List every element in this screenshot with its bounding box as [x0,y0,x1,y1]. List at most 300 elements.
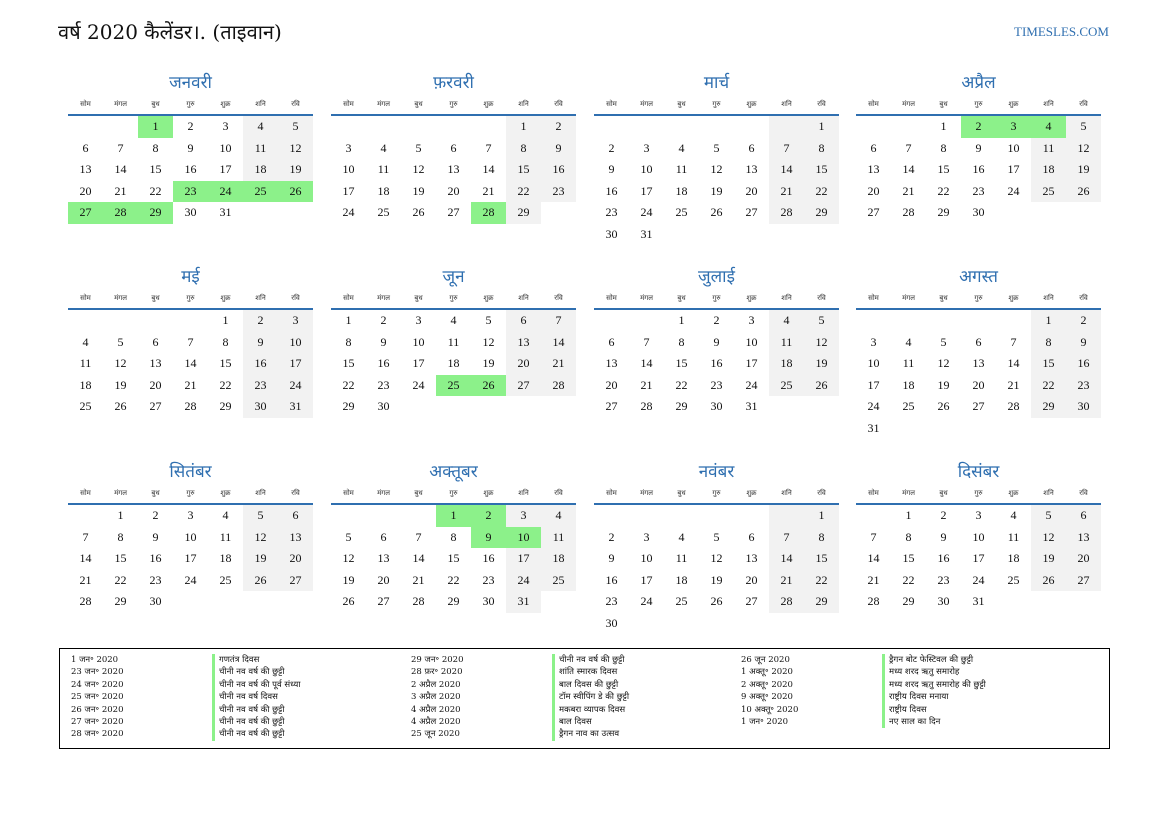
empty-cell [769,505,804,527]
day-cell: 29 [902,594,915,609]
empty-cell [629,310,664,332]
day-cell: 28 [1007,399,1020,414]
day-cell: 14 [541,332,576,354]
empty-cell [856,116,891,138]
day-cell: 21 [769,181,804,203]
day-cell: 21 [482,183,495,198]
day-cell: 5 [278,116,313,138]
day-cell: 22 [506,181,541,203]
empty-cell [699,505,734,527]
empty-cell [856,310,891,332]
day-cell: 23 [937,572,950,587]
day-cell: 8 [804,527,839,549]
legend-item [411,666,629,678]
legend-item [71,704,300,716]
day-cell: 11 [243,138,278,160]
day-cell: 16 [972,162,985,177]
weekday-label: सोम [343,294,354,302]
day-grid [331,505,576,613]
weekday-label: मंगल [902,294,915,302]
day-cell: 16 [937,551,950,566]
holiday-day-cell: 9 [471,527,506,549]
holiday-date: 2 अप्रैल 2020 [411,679,461,690]
day-cell: 19 [278,159,313,181]
day-cell: 20 [447,183,460,198]
day-cell: 30 [937,594,950,609]
day-cell: 3 [748,313,755,327]
empty-cell [664,116,699,138]
empty-cell [594,116,629,138]
day-cell: 30 [710,399,723,414]
empty-cell [103,116,138,138]
day-cell: 29 [219,399,232,414]
day-cell: 2 [187,119,194,133]
day-cell: 19 [243,548,278,570]
weekday-label: शनि [1043,294,1054,302]
weekday-header [856,98,1101,111]
month-name: फ़रवरी [433,73,474,93]
month-name: अगस्त [959,267,998,287]
day-cell: 21 [412,572,425,587]
day-cell: 2 [380,313,387,327]
day-cell: 7 [117,140,124,155]
site-link[interactable]: TIMESLES.COM [1014,24,1109,39]
day-cell: 29 [506,202,541,224]
day-cell: 18 [675,183,688,198]
day-cell: 9 [541,138,576,160]
holiday-date: 1 जन॰ 2020 [741,716,789,727]
empty-cell [594,310,629,332]
day-cell: 17 [278,353,313,375]
day-cell: 24 [412,377,425,392]
day-grid [594,310,839,418]
day-grid [594,505,839,635]
day-grid [68,310,313,418]
day-cell: 5 [1031,505,1066,527]
day-cell: 21 [79,572,92,587]
weekday-label: सोम [343,100,354,108]
weekday-label: शुक्र [220,100,231,108]
day-cell: 12 [804,332,839,354]
day-cell: 19 [1066,159,1101,181]
day-cell: 7 [870,529,877,544]
legend-item [741,679,986,691]
empty-cell [471,116,506,138]
day-cell: 21 [640,377,653,392]
day-cell: 18 [1007,551,1020,566]
day-cell: 22 [1031,375,1066,397]
day-cell: 5 [117,334,124,349]
day-cell: 4 [769,310,804,332]
holiday-name: बाल दिवस [552,716,592,728]
day-cell: 20 [605,377,618,392]
weekday-label: गुरु [186,294,195,302]
day-cell: 25 [902,399,915,414]
weekday-label: रवि [1079,294,1088,302]
day-cell: 9 [713,334,720,349]
day-cell: 4 [222,508,229,522]
empty-cell [891,116,926,138]
weekday-label: सोम [80,489,91,497]
weekday-label: शुक्र [220,489,231,497]
holiday-date: 10 अक्तू॰ 2020 [741,704,799,715]
day-cell: 25 [769,375,804,397]
weekday-label: सोम [606,294,617,302]
holiday-name: चीनी नव वर्ष की छुट्टी [212,666,284,678]
day-cell: 4 [82,334,89,349]
month-name: अप्रैल [961,73,996,93]
day-cell: 30 [605,615,618,630]
day-cell: 18 [377,183,390,198]
weekday-label: बुध [151,100,160,108]
weekday-header [331,292,576,305]
weekday-header [331,98,576,111]
weekday-label: रवि [554,294,563,302]
holiday-date: 1 जन॰ 2020 [71,655,119,665]
day-cell: 24 [184,572,197,587]
holiday-name: ड्रैगन बोट फेस्टिवल की छुट्टी [882,654,973,666]
weekday-header [68,292,313,305]
weekday-label: शनि [255,294,266,302]
day-cell: 4 [905,334,912,349]
day-cell: 14 [640,356,653,371]
day-cell: 31 [972,594,985,609]
day-cell: 16 [149,551,162,566]
day-cell: 25 [1031,181,1066,203]
weekday-label: सोम [606,100,617,108]
day-cell: 24 [640,594,653,609]
day-cell: 31 [867,420,880,435]
weekday-label: रवि [1079,100,1088,108]
day-cell: 26 [243,570,278,592]
month-name: अक्तूबर [429,462,478,482]
day-cell: 12 [342,551,355,566]
day-cell: 20 [377,572,390,587]
empty-cell [68,116,103,138]
holiday-name: गणतंत्र दिवस [212,654,259,666]
day-cell: 18 [675,572,688,587]
day-cell: 29 [114,594,127,609]
holiday-date: 29 जन॰ 2020 [411,655,464,665]
holiday-name: राष्ट्रीय दिवस [882,704,927,716]
day-cell: 16 [541,159,576,181]
day-cell: 16 [184,162,197,177]
legend-item [411,679,629,691]
day-cell: 28 [902,205,915,220]
weekday-header [594,98,839,111]
day-grid [331,310,576,418]
weekday-header [594,487,839,500]
day-cell: 28 [769,591,804,613]
day-cell: 10 [745,334,758,349]
day-cell: 26 [710,594,723,609]
day-cell: 26 [710,205,723,220]
day-cell: 8 [1031,332,1066,354]
weekday-label: सोम [868,294,879,302]
day-cell: 17 [745,356,758,371]
day-cell: 17 [1007,162,1020,177]
day-cell: 23 [605,594,618,609]
weekday-label: शुक्र [746,294,757,302]
day-cell: 23 [482,572,495,587]
holiday-name: टॉम स्वीपिंग डे की छुट्टी [552,691,629,703]
weekday-label: गुरु [449,100,458,108]
holiday-day-cell: 29 [138,202,173,224]
empty-cell [734,505,769,527]
day-cell: 13 [79,162,92,177]
holiday-name: राष्ट्रीय दिवस मनाया [882,691,949,703]
day-cell: 21 [902,183,915,198]
holiday-date: 26 जून 2020 [741,655,790,665]
weekday-label: शुक्र [746,489,757,497]
day-cell: 12 [1031,527,1066,549]
day-cell: 7 [769,527,804,549]
day-cell: 28 [184,399,197,414]
legend-item [741,654,986,666]
day-cell: 19 [1031,548,1066,570]
weekday-label: बुध [939,489,948,497]
day-cell: 17 [184,551,197,566]
day-cell: 3 [975,508,982,522]
holiday-date: 2 अक्तू॰ 2020 [741,679,793,690]
day-cell: 1 [345,313,352,327]
weekday-label: बुध [414,100,423,108]
holiday-day-cell: 1 [436,505,471,527]
day-cell: 15 [675,356,688,371]
month-block [856,266,1101,440]
day-cell: 18 [1031,159,1066,181]
empty-cell [594,505,629,527]
weekday-header [68,98,313,111]
day-cell: 8 [152,140,159,155]
day-cell: 25 [675,205,688,220]
day-cell: 20 [79,183,92,198]
day-cell: 11 [219,529,232,544]
legend-item [411,704,629,716]
day-cell: 2 [608,529,615,544]
day-grid [856,505,1101,613]
day-cell: 22 [219,377,232,392]
day-cell: 30 [972,205,985,220]
day-cell: 18 [902,377,915,392]
day-cell: 23 [710,377,723,392]
month-block [856,72,1101,224]
day-cell: 20 [745,183,758,198]
month-name: नवंबर [698,462,735,482]
day-cell: 23 [149,572,162,587]
day-cell: 8 [804,138,839,160]
month-block [594,266,839,418]
day-cell: 27 [1066,570,1101,592]
holiday-name: चीनी नव वर्ष की छुट्टी [212,704,284,716]
day-cell: 15 [804,159,839,181]
day-cell: 8 [117,529,124,544]
day-cell: 22 [149,183,162,198]
weekday-label: मंगल [640,100,653,108]
day-cell: 6 [975,334,982,349]
day-cell: 13 [278,527,313,549]
day-cell: 1 [117,508,124,522]
day-cell: 14 [184,356,197,371]
day-cell: 8 [345,334,352,349]
holiday-day-cell: 25 [243,181,278,203]
holiday-name: बाल दिवस की छुट्टी [552,679,618,691]
day-grid [331,116,576,224]
day-cell: 24 [745,377,758,392]
holiday-date: 28 जन॰ 2020 [71,729,124,740]
day-cell: 3 [187,508,194,522]
empty-cell [68,505,103,527]
weekday-label: सोम [80,294,91,302]
day-cell: 24 [278,375,313,397]
day-cell: 24 [640,205,653,220]
day-cell: 22 [804,570,839,592]
day-cell: 19 [804,353,839,375]
holiday-date: 1 अक्तू॰ 2020 [741,667,793,678]
day-cell: 10 [342,162,355,177]
day-cell: 15 [219,356,232,371]
day-cell: 30 [243,396,278,418]
day-cell: 6 [748,529,755,544]
weekday-label: शुक्र [1008,489,1019,497]
day-cell: 12 [710,162,723,177]
weekday-label: मंगल [377,294,390,302]
page-title: वर्ष 2020 कैलेंडर।. (ताइवान) [58,20,282,44]
day-cell: 6 [278,505,313,527]
weekday-label: शनि [255,489,266,497]
empty-cell [734,116,769,138]
weekday-label: शुक्र [746,100,757,108]
holiday-date: 4 अप्रैल 2020 [411,716,461,727]
holiday-date: 25 जन॰ 2020 [71,692,124,703]
day-cell: 31 [219,205,232,220]
day-cell: 3 [415,313,422,327]
day-cell: 15 [902,551,915,566]
holiday-day-cell: 27 [68,202,103,224]
day-cell: 18 [447,356,460,371]
day-cell: 16 [605,572,618,587]
day-cell: 8 [940,140,947,155]
day-cell: 31 [640,226,653,241]
holiday-name: मकबरा व्यापक दिवस [552,704,625,716]
day-cell: 22 [675,377,688,392]
day-cell: 26 [114,399,127,414]
weekday-label: शनि [1043,100,1054,108]
day-cell: 15 [937,162,950,177]
day-cell: 25 [219,572,232,587]
holiday-day-cell: 28 [471,202,506,224]
weekday-label: मंगल [114,100,127,108]
day-cell: 18 [243,159,278,181]
day-cell: 7 [643,334,650,349]
weekday-label: मंगल [377,100,390,108]
weekday-label: बुध [677,294,686,302]
holiday-day-cell: 10 [506,527,541,549]
day-cell: 25 [541,570,576,592]
day-cell: 14 [412,551,425,566]
day-cell: 4 [678,140,685,155]
day-cell: 5 [243,505,278,527]
day-cell: 15 [506,159,541,181]
day-cell: 4 [541,505,576,527]
weekday-label: गुरु [186,489,195,497]
day-cell: 17 [640,572,653,587]
weekday-label: रवि [291,294,300,302]
day-cell: 3 [506,505,541,527]
weekday-label: बुध [939,100,948,108]
day-cell: 1 [804,505,839,527]
day-cell: 19 [114,377,127,392]
month-block [68,461,313,613]
day-cell: 25 [377,205,390,220]
day-cell: 17 [506,548,541,570]
day-cell: 28 [769,202,804,224]
day-cell: 25 [79,399,92,414]
day-cell: 2 [940,508,947,522]
day-cell: 11 [675,162,688,177]
weekday-label: बुध [677,489,686,497]
weekday-label: सोम [868,489,879,497]
day-cell: 5 [1066,116,1101,138]
weekday-label: मंगल [902,100,915,108]
weekday-label: शुक्र [483,294,494,302]
empty-cell [366,116,401,138]
day-cell: 31 [506,591,541,613]
day-cell: 21 [114,183,127,198]
day-cell: 14 [482,162,495,177]
month-block [331,72,576,224]
day-cell: 17 [412,356,425,371]
legend-item [71,728,300,740]
empty-cell [629,116,664,138]
weekday-label: सोम [343,489,354,497]
day-cell: 6 [380,529,387,544]
empty-cell [103,310,138,332]
day-cell: 9 [975,140,982,155]
weekday-label: सोम [80,100,91,108]
day-cell: 12 [278,138,313,160]
month-block [594,72,839,246]
legend-column [741,654,986,728]
holiday-date: 9 अक्तू॰ 2020 [741,692,793,703]
day-cell: 6 [506,310,541,332]
day-cell: 28 [79,594,92,609]
day-cell: 17 [219,162,232,177]
day-cell: 19 [342,572,355,587]
day-cell: 11 [541,527,576,549]
day-cell: 5 [415,140,422,155]
day-cell: 30 [184,205,197,220]
day-cell: 13 [972,356,985,371]
weekday-label: रवि [1079,489,1088,497]
day-cell: 12 [710,551,723,566]
weekday-label: गुरु [449,294,458,302]
day-cell: 28 [640,399,653,414]
day-cell: 13 [1066,527,1101,549]
day-cell: 10 [278,332,313,354]
day-cell: 11 [377,162,390,177]
day-cell: 13 [377,551,390,566]
day-cell: 11 [1031,138,1066,160]
day-cell: 4 [678,529,685,544]
day-cell: 1 [678,313,685,327]
weekday-label: शनि [781,294,792,302]
empty-cell [996,310,1031,332]
day-cell: 15 [114,551,127,566]
holiday-day-cell: 26 [278,181,313,203]
holiday-name: चीनी नव वर्ष की छुट्टी [212,716,284,728]
empty-cell [699,116,734,138]
